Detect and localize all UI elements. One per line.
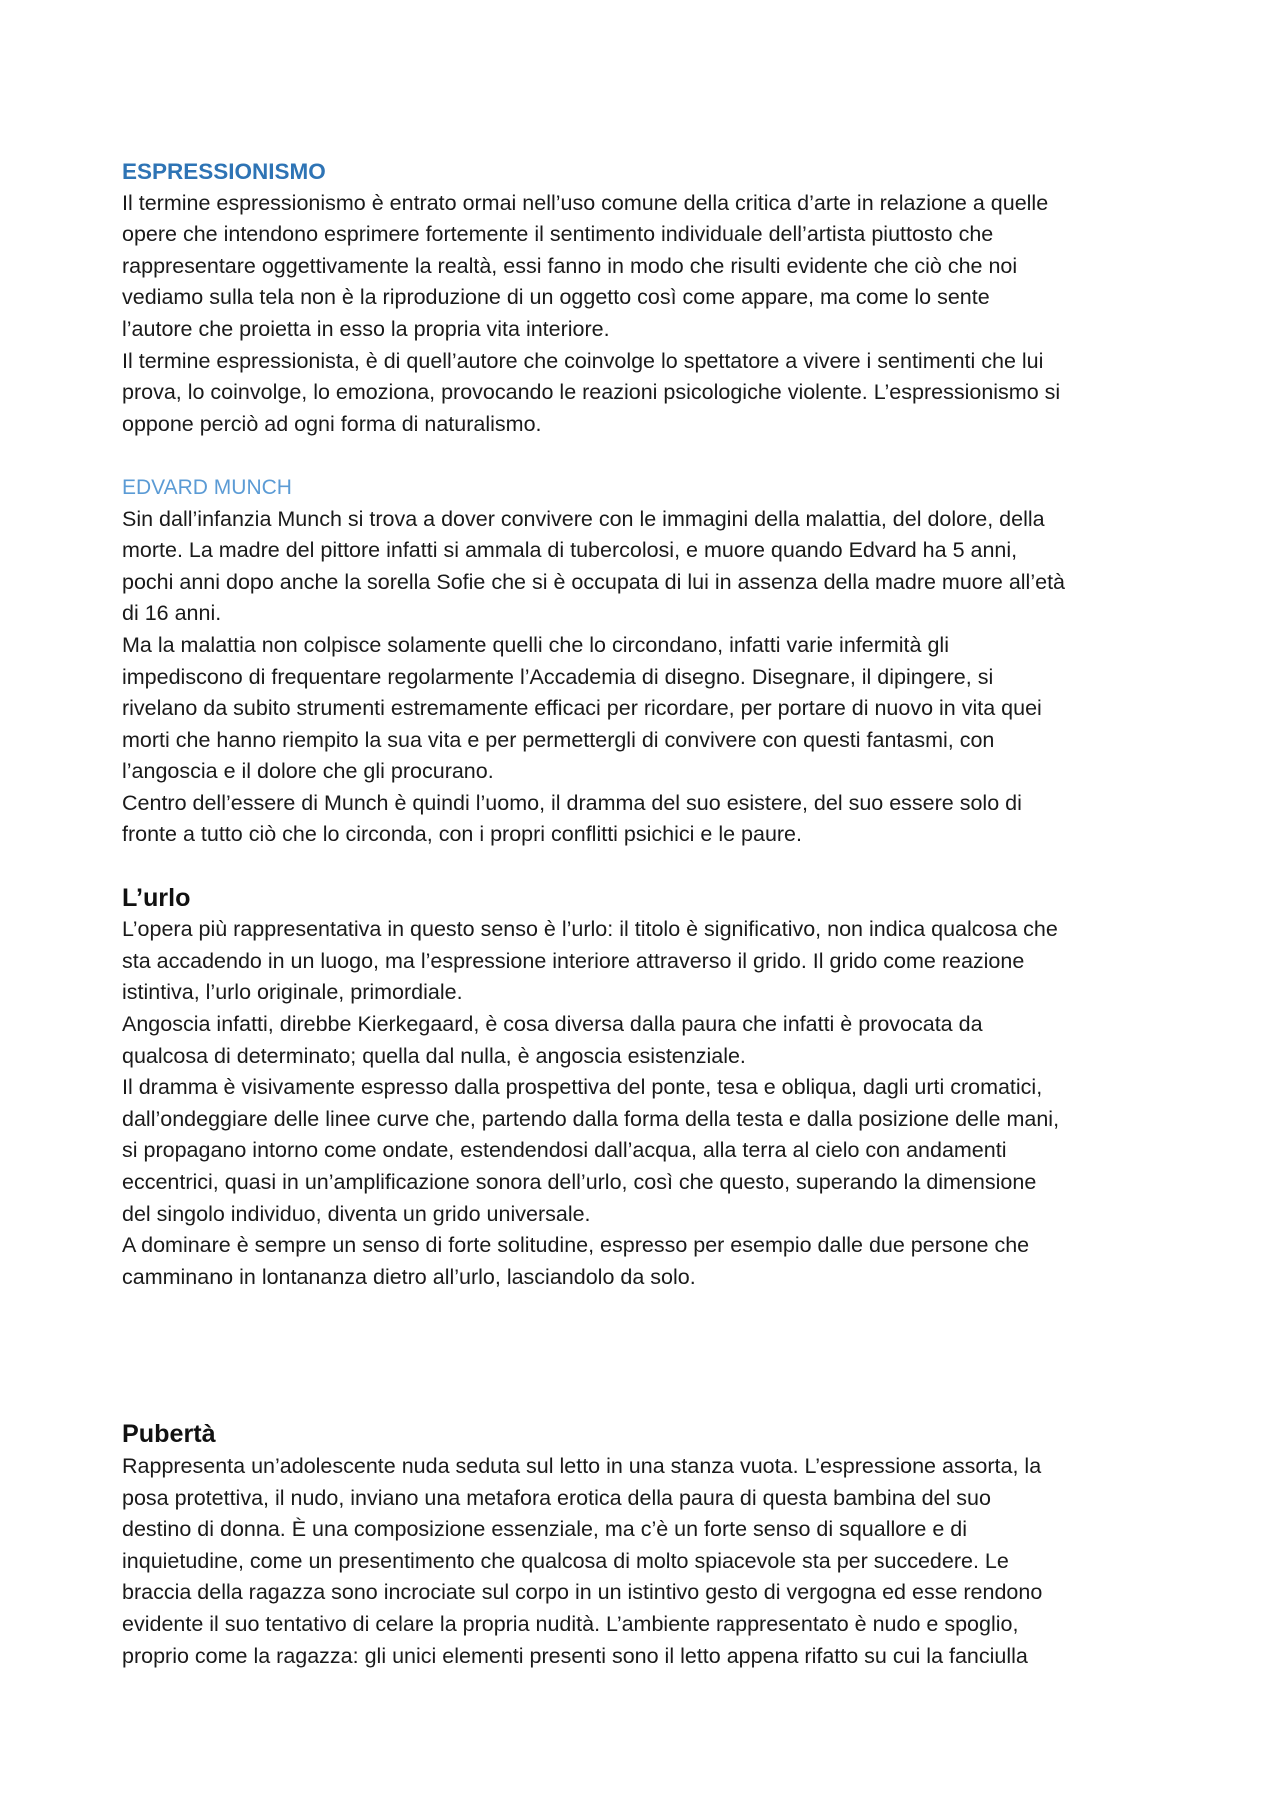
text-line: Ma la malattia non colpisce solamente quelli che lo circondano, infatti varie infermità gli xyxy=(122,632,949,657)
text-line: prova, lo coinvolge, lo emoziona, provocando le reazioni psicologiche violente. L’espressionismo si xyxy=(122,380,1061,405)
text-line: morte. La madre del pittore infatti si ammala di tubercolosi, e muore quando Edvard ha 5 anni, xyxy=(122,538,1018,563)
text-line: Rappresenta un’adolescente nuda seduta sul letto in una stanza vuota. L’espressione assorta, la xyxy=(122,1453,1042,1478)
text-line: A dominare è sempre un senso di forte solitudine, espresso per esempio dalle due persone che xyxy=(122,1233,1030,1258)
text-line: rivelano da subito strumenti estremamente efficaci per ricordare, per portare di nuovo in vita quei xyxy=(122,696,1042,721)
text-line: qualcosa di determinato; quella dal nulla, è angoscia esistenziale. xyxy=(122,1043,746,1068)
text-line: Il termine espressionista, è di quell’autore che coinvolge lo spettatore a vivere i sentimenti che lui xyxy=(122,348,1044,373)
text-line: Il termine espressionismo è entrato ormai nell’uso comune della critica d’arte in relazione a quelle xyxy=(122,190,1049,215)
text-line: Sin dall’infanzia Munch si trova a dover convivere con le immagini della malattia, del dolore, della xyxy=(122,506,1045,531)
document-content xyxy=(122,156,1182,1672)
text-line: oppone perciò ad ogni forma di naturalismo. xyxy=(122,411,542,436)
text-line: del singolo individuo, diventa un grido universale. xyxy=(122,1201,591,1226)
text-line: fronte a tutto ciò che lo circonda, con i propri conflitti psichici e le paure. xyxy=(122,822,802,847)
text-line: sta accadendo in un luogo, ma l’espressione interiore attraverso il grido. Il grido come reazione xyxy=(122,948,1025,973)
intro-paragraph xyxy=(122,188,1182,441)
text-line: morti che hanno riempito la sua vita e per permettergli di convivere con questi fantasmi, con xyxy=(122,727,995,752)
text-line: opere che intendono esprimere fortemente il sentimento individuale dell’artista piuttosto che xyxy=(122,222,994,247)
text-line: l’angoscia e il dolore che gli procurano. xyxy=(122,759,494,784)
text-line: si propagano intorno come ondate, estendendosi dall’acqua, alla terra al cielo con andamenti xyxy=(122,1138,1007,1163)
text-line: Angoscia infatti, direbbe Kierkegaard, è cosa diversa dalla paura che infatti è provocata da xyxy=(122,1012,983,1037)
munch-paragraph xyxy=(122,504,1182,852)
text-line: eccentrici, quasi in un’amplificazione sonora dell’urlo, così che questo, superando la dimensione xyxy=(122,1170,1037,1194)
text-line: braccia della ragazza sono incrociate sul corpo in un istintivo gesto di vergogna ed esse rendono xyxy=(122,1580,1043,1605)
text-line: l’autore che proietta in esso la propria vita interiore. xyxy=(122,316,610,341)
spacer xyxy=(122,851,1182,883)
text-line: pochi anni dopo anche la sorella Sofie che si è occupata di lui in assenza della madre muore all’età xyxy=(122,569,1065,594)
text-line: dall’ondeggiare delle linee curve che, partendo dalla forma della testa e dalla posizione delle mani, xyxy=(122,1106,1060,1131)
urlo-paragraph xyxy=(122,914,1182,1293)
text-line: proprio come la ragazza: gli unici elementi presenti sono il letto appena rifatto su cui la fanciulla xyxy=(122,1643,1028,1668)
puberta-paragraph xyxy=(122,1451,1182,1672)
section-heading-urlo: L’urlo xyxy=(122,883,191,912)
text-line: inquietudine, come un presentimento che qualcosa di molto spiacevole sta per succedere. Le xyxy=(122,1548,1009,1573)
spacer xyxy=(122,1293,1182,1419)
text-line: rappresentare oggettivamente la realtà, essi fanno in modo che risulti evidente che ciò che noi xyxy=(122,253,1018,278)
text-line: camminano in lontananza dietro all’urlo, lasciandolo da solo. xyxy=(122,1264,696,1289)
text-line: destino di donna. È una composizione essenziale, ma c’è un forte senso di squallore e di xyxy=(122,1517,967,1542)
text-line: di 16 anni. xyxy=(122,601,222,626)
text-line: Centro dell’essere di Munch è quindi l’uomo, il dramma del suo esistere, del suo essere solo di xyxy=(122,790,1022,815)
text-line: impediscono di frequentare regolarmente l’Accademia di disegno. Disegnare, il dipingere, si xyxy=(122,664,994,689)
text-line: Il dramma è visivamente espresso dalla prospettiva del ponte, tesa e obliqua, dagli urti cromatici, xyxy=(122,1075,1043,1100)
text-line: L’opera più rappresentativa in questo senso è l’urlo: il titolo è significativo, non indica qualcosa che xyxy=(122,917,1058,942)
text-line: posa protettiva, il nudo, inviano una metafora erotica della paura di questa bambina del suo xyxy=(122,1485,991,1510)
text-line: istintiva, l’urlo originale, primordiale. xyxy=(122,980,463,1005)
text-line: evidente il suo tentativo di celare la propria nudità. L’ambiente rappresentato è nudo e spoglio, xyxy=(122,1611,1019,1636)
section-heading-puberta: Pubertà xyxy=(122,1420,216,1449)
spacer xyxy=(122,440,1182,472)
text-line: vediamo sulla tela non è la riproduzione di un oggetto così come appare, ma come lo sente xyxy=(122,285,990,310)
page-title: ESPRESSIONISMO xyxy=(122,159,326,184)
section-heading-munch: EDVARD MUNCH xyxy=(122,475,292,499)
